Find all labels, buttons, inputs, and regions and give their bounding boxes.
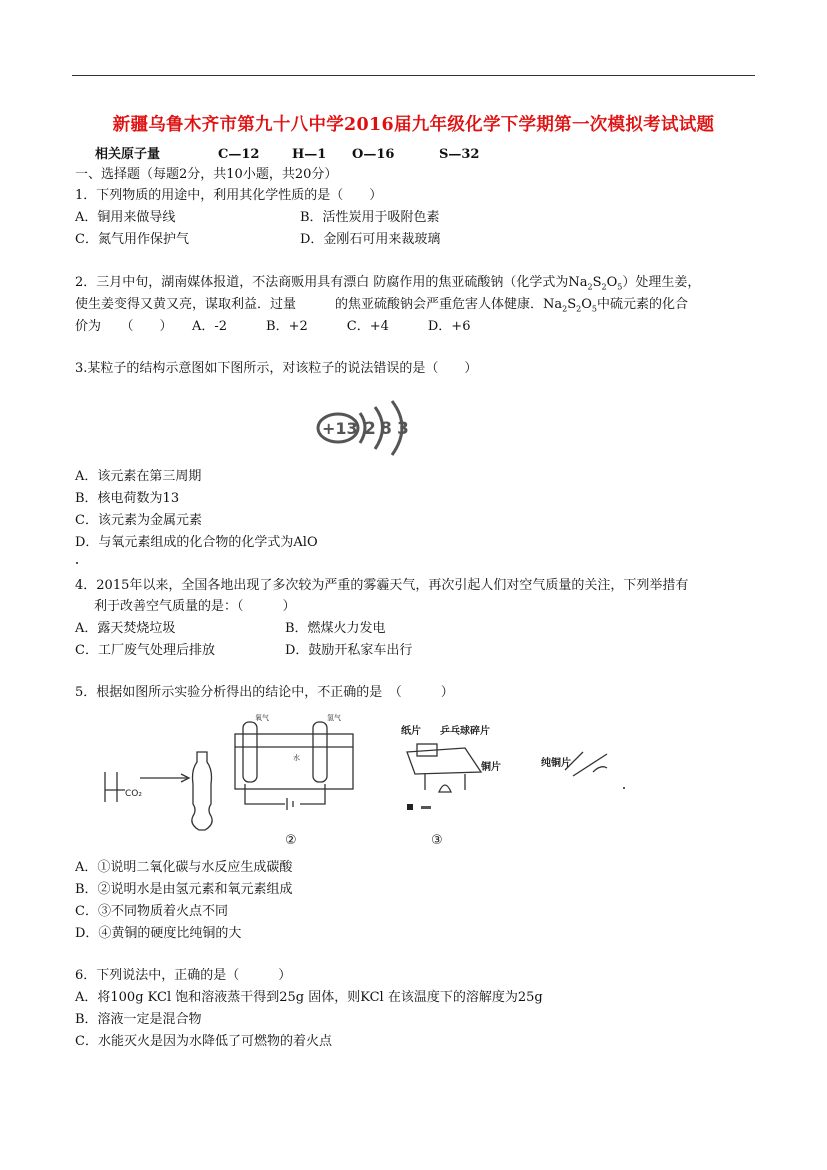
q2-sub: 2 (601, 282, 607, 292)
small-block-1 (407, 804, 413, 810)
q4-option-a: A．露天焚烧垃圾 (75, 621, 176, 636)
figure-3-label: ③ (431, 833, 443, 848)
q2-line2 (75, 296, 688, 319)
shell-count-2: 8 (380, 419, 392, 439)
q4-option-c: C．工厂废气处理后排放 (75, 643, 215, 658)
co2-label: CO₂ (125, 789, 142, 799)
shell-count-1: 2 (364, 419, 376, 439)
plastic-bottle (192, 752, 212, 830)
q2-line1 (75, 274, 700, 297)
q6-option-a: A．将100g KCl 饱和溶液蒸干得到25g 固体，则KCl 在该温度下的溶解度为25g (75, 990, 543, 1005)
left-tube (243, 722, 257, 782)
speck (623, 787, 625, 789)
atomic-mass-s: S—32 (439, 147, 480, 162)
q1-option-a: A．铜用来做导线 (75, 210, 176, 225)
q3-stem: 3.某粒子的结构示意图如下图所示，对该粒子的说法错误的是（ ） (75, 361, 478, 376)
wire-right (300, 784, 325, 804)
q6-stem: 6．下列说法中，正确的是（ ） (75, 968, 292, 983)
atomic-structure-diagram (300, 395, 460, 465)
figure-2-label: ② (285, 833, 297, 848)
q4-option-d: D．鼓励开私家车出行 (285, 643, 413, 658)
water-label: 水 (293, 754, 300, 762)
shell-count-3: 3 (397, 419, 409, 439)
hydrogen-label: 氢气 (327, 714, 341, 722)
q1-option-c: C．氮气用作保护气 (75, 232, 189, 247)
copper-plate-shape (407, 748, 481, 774)
q2-line1-text: 2．三月中旬，湖南媒体报道，不法商贩用具有漂白 防腐作用的焦亚硫酸钠（化学式为Na (75, 275, 588, 290)
q3-option-d: D．与氧元素组成的化合物的化学式为AlO (75, 535, 318, 550)
small-block-2 (421, 806, 431, 809)
experiment-figure (95, 712, 635, 852)
q1-option-d: D．金刚石可用来裁玻璃 (300, 232, 441, 247)
header-rule (72, 75, 755, 76)
q5-option-d: D．④黄铜的硬度比纯铜的大 (75, 926, 242, 941)
q3-option-c: C．该元素为金属元素 (75, 513, 202, 528)
atomic-mass-label: 相关原子量 (95, 147, 161, 162)
wire-left (245, 784, 285, 804)
q6-option-c: C．水能灭火是因为水降低了可燃物的着火点 (75, 1034, 332, 1049)
paper-label: 纸片 (401, 726, 421, 737)
right-tube (313, 722, 327, 782)
q2-text: O (581, 297, 592, 312)
q2-sub: 2 (576, 304, 582, 314)
atomic-mass-c: C—12 (218, 147, 260, 162)
q2-sub: 2 (562, 304, 568, 314)
q2-text: ）处理生姜， (622, 275, 701, 290)
q1-stem: 1．下列物质的用途中，利用其化学性质的是（ ） (75, 188, 383, 203)
pure-copper-label: 纯铜片 (541, 758, 571, 769)
stray-dot (76, 562, 78, 564)
q4-line1: 4．2015年以来，全国各地出现了多次较为严重的雾霾天气，再次引起人们对空气质量的关注，下列举措有 (75, 578, 689, 593)
flame-shape (439, 785, 451, 792)
q2-sub: 2 (587, 282, 593, 292)
q4-option-b: B．燃煤火力发电 (285, 621, 386, 636)
q2-sub: 5 (591, 304, 597, 314)
q6-option-b: B．溶液一定是混合物 (75, 1012, 202, 1027)
q3-option-a: A．该元素在第三周期 (75, 469, 202, 484)
q5-stem: 5．根据如图所示实验分析得出的结论中，不正确的是 （ ） (75, 685, 454, 700)
atomic-mass-h: H—1 (292, 147, 327, 162)
copper-plate-label: 铜片 (481, 762, 501, 773)
q4-line2: 利于改善空气质量的是：（ ） (94, 599, 296, 614)
q2-sub: 5 (617, 282, 623, 292)
atomic-mass-o: O—16 (352, 147, 395, 162)
q2-line2-text: 使生姜变得又黄又亮，谋取利益．过量 的焦亚硫酸钠会严重危害人体健康．Na (75, 297, 563, 312)
nucleus-charge: +13 (322, 419, 358, 438)
q3-option-b: B．核电荷数为13 (75, 491, 180, 506)
scratch-mark (593, 767, 607, 772)
q2-text: 中硫元素的化合 (597, 297, 689, 312)
q2-line3: 价为 （ ） A．-2 B．+2 C．+4 D．+6 (75, 319, 471, 334)
q1-option-b: B．活性炭用于吸附色素 (300, 210, 440, 225)
q2-text: S (592, 275, 602, 290)
oxygen-label: 氧气 (255, 714, 269, 722)
section-heading: 一、选择题（每题2分，共10小题，共20分） (75, 167, 338, 182)
page-title: 新疆乌鲁木齐市第九十八中学2016届九年级化学下学期第一次模拟考试试题 (112, 115, 715, 135)
q5-option-c: C．③不同物质着火点不同 (75, 904, 228, 919)
q5-option-a: A．①说明二氧化碳与水反应生成碳酸 (75, 860, 293, 875)
pingpong-label: 乒乓球碎片 (440, 726, 490, 737)
q5-option-b: B．②说明水是由氢元素和氧元素组成 (75, 882, 293, 897)
q2-text: O (606, 275, 618, 290)
q2-text: S (567, 297, 577, 312)
